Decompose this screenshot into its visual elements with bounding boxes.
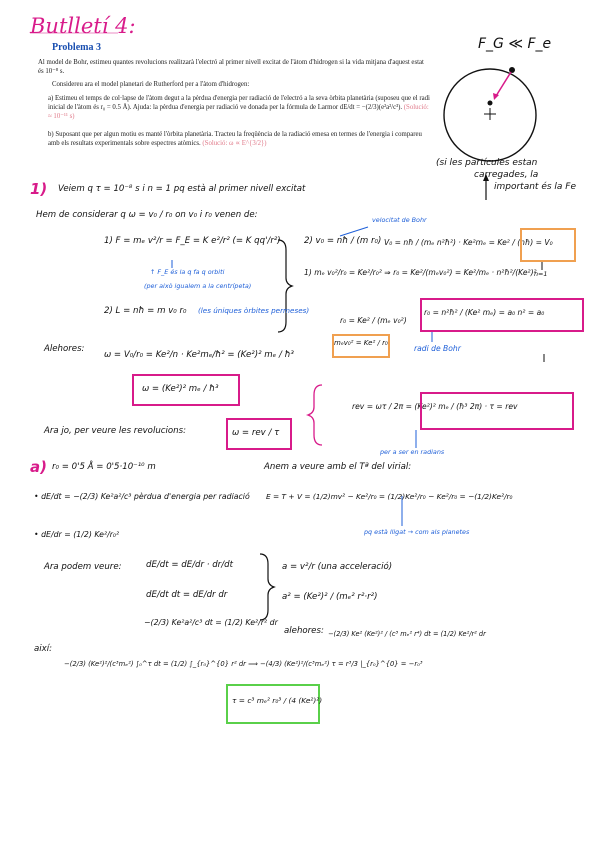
problem-part-a-text: a) Estimeu el temps de col·lapse de l'àtom degut a la pèrdua d'energia per radiació de l'electró a la seva òrbita planetària (suposeu que el radi inicial de l'àtom és r₀ = 0.5 Å). Ajuda: la pèrdua d'energia per radiació ve donada per la fórmula de Larmor dE/dt = −(2/3)(e²a²/c³). (48, 95, 430, 111)
diagram-note-1: (si les partícules estan (436, 158, 538, 168)
eq-accel-2: a² = (Ke²)² / (mₑ² r²·r²) (282, 592, 378, 602)
rev-box (420, 392, 574, 430)
nucleus-dot (488, 101, 493, 106)
aixi-label: així: (34, 644, 53, 654)
eq-force: 1) F = mₑ v²/r = F_E = K e²/r² (= K qq'/r²) (104, 236, 281, 246)
eq-omega-box: ω = (Ke²)² mₑ / ħ³ (142, 384, 219, 394)
problem-part-b-solution: (Solució: ω ∝ E^{3/2}) (202, 140, 267, 147)
eq-accel: a = v²/r (una acceleració) (282, 562, 393, 572)
eq-mev: mₑv₀² = Ke² / r₀ (334, 339, 388, 347)
diagram-note-3: important és la Fe (494, 182, 577, 192)
brace-1 (278, 240, 292, 332)
alehores-label: Alehores: (44, 344, 85, 354)
eq-chain-1: dE/dt = dE/dr · dr/dt (146, 560, 233, 570)
eq-r0b: r₀ = n²ħ² / (Ke² mₑ) = a₀ n² = a₀ (424, 308, 545, 317)
alehores-2-label: alehores: (284, 626, 324, 636)
problem-part-b-text: b) Suposant que per algun motiu es manté l'òrbita planetària. Tracteu la freqüència de la radiació emesa en termes de l'energia i compareu amb els resultats experimentals sobre espectres atòmics. (48, 131, 422, 147)
ara-label: Ara jo, per veure les revolucions: (44, 426, 186, 436)
eq-r0-value: r₀ = 0'5 Å = 0'5·10⁻¹⁰ m (52, 462, 156, 472)
problem-paragraph-1: Al model de Bohr, estimeu quantes revolucions realitzarà l'electró al primer nivell excitat de l'àtom d'hidrogen si la vida mitjana d'aquest estat és 10⁻⁸ s. (38, 59, 424, 75)
ara-podem-label: Ara podem veure: (44, 562, 122, 572)
eq-result: τ = c³ mₑ² r₀³ / (4 (Ke²)²) (232, 696, 323, 705)
page-title: Butlletí 4: (30, 14, 136, 38)
note-v0: velocitat de Bohr (372, 216, 427, 224)
diagram-note-2: carregades, la (474, 170, 539, 180)
eq-alehores: −(2/3) Ke² (Ke²)² / (c³ mₑ² r⁴) dt = (1/2) Ke²/r² dr (328, 630, 486, 638)
section-1-number: 1) (30, 180, 48, 198)
eq-chain-2: dE/dt dt = dE/dr dr (146, 590, 228, 600)
eq-rev-tau: ω = rev / τ (232, 428, 280, 438)
arrow-bohr-velocity (340, 227, 368, 236)
v0-box (520, 228, 576, 262)
force-arrow (496, 72, 511, 96)
eq-omega: ω = V₀/r₀ = Ke²/n · Ke²mₑ/ħ² = (Ke²)² mₑ / ħ³ (104, 350, 294, 360)
section-1-line-2: Hem de considerar q ω = v₀ / r₀ on v₀ i r₀ venen de: (36, 210, 258, 220)
electron-dot (509, 67, 515, 73)
eq-de-dr: • dE/dr = (1/2) Ke²/r₀² (34, 530, 120, 539)
force-comparison-label: F_G ≪ F_e (478, 36, 552, 52)
eq-angular-momentum: 2) L = nħ = m v₀ r₀ (104, 306, 187, 316)
problem-part-a-solution: (Solució: ≈ 10⁻¹¹ s) (48, 104, 429, 120)
eq-r: 1) mₑ v₀²/r₀ = Ke²/r₀² ⇒ r₀ = Ke²/(mₑv₀²) = Ke²/mₑ · n²ħ²/(Ke²)² (304, 268, 537, 277)
brace-3 (260, 554, 274, 620)
problem-heading: Problema 3 (52, 42, 101, 53)
note-force: ↑ F_E és la q fa q orbiti (150, 268, 225, 276)
virial-intro: Anem a veure amb el Tª del virial: (264, 462, 412, 472)
note-orbits: (les úniques òrbites permeses) (198, 306, 310, 315)
eq-r0: r₀ = Ke² / (mₑ v₀²) (340, 316, 407, 325)
eq-chain-3: −(2/3) Ke²a²/c³ dt = (1/2) Ke²/r² dr (144, 618, 278, 627)
brace-2 (308, 385, 322, 445)
note-bohr-radius: radi de Bohr (414, 344, 461, 353)
eq-virial: E = T + V = (1/2)mv² − Ke²/r₀ = (1/2)Ke²/r₀ − Ke²/r₀ = −(1/2)Ke²/r₀ (266, 492, 513, 501)
eq-integral: −(2/3) (Ke²)²/(c³mₑ²) ∫₀^τ dt = (1/2) ∫_{r₀}^{0} r² dr ⟹ −(4/3) (Ke²)²/(c³mₑ²) τ = r³/3 |_{r₀}^{0} = −r₀³ (64, 660, 423, 668)
eq-v0: 2) v₀ = nħ / (m r₀) (304, 236, 382, 246)
section-1-line-1: Veiem q τ = 10⁻⁸ s i n = 1 pq està al primer nivell excitat (58, 184, 306, 194)
note-virial: pq està lligat → com als planetes (364, 528, 470, 536)
eq-de-dt: • dE/dt = −(2/3) Ke²a²/c³ pèrdua d'energia per radiació (34, 492, 250, 501)
note-force-2: (per això igualem a la centrípeta) (144, 282, 252, 290)
eq-rev: rev = ωτ / 2π = (Ke²)² mₑ / (ħ³ 2π) · τ = rev (352, 402, 518, 411)
problem-paragraph-2: Considereu ara el model planetari de Rutherford per a l'àtom d'hidrogen: (52, 81, 250, 88)
n-equals-1: n=1 (534, 270, 548, 278)
section-a-label: a) (30, 458, 47, 476)
eq-v0b: V₀ = nħ / (mₑ n²ħ²) · Ke²mₑ = Ke² / (nħ) = V₀ (384, 238, 553, 247)
note-2pi: per a ser en radians (380, 448, 445, 456)
